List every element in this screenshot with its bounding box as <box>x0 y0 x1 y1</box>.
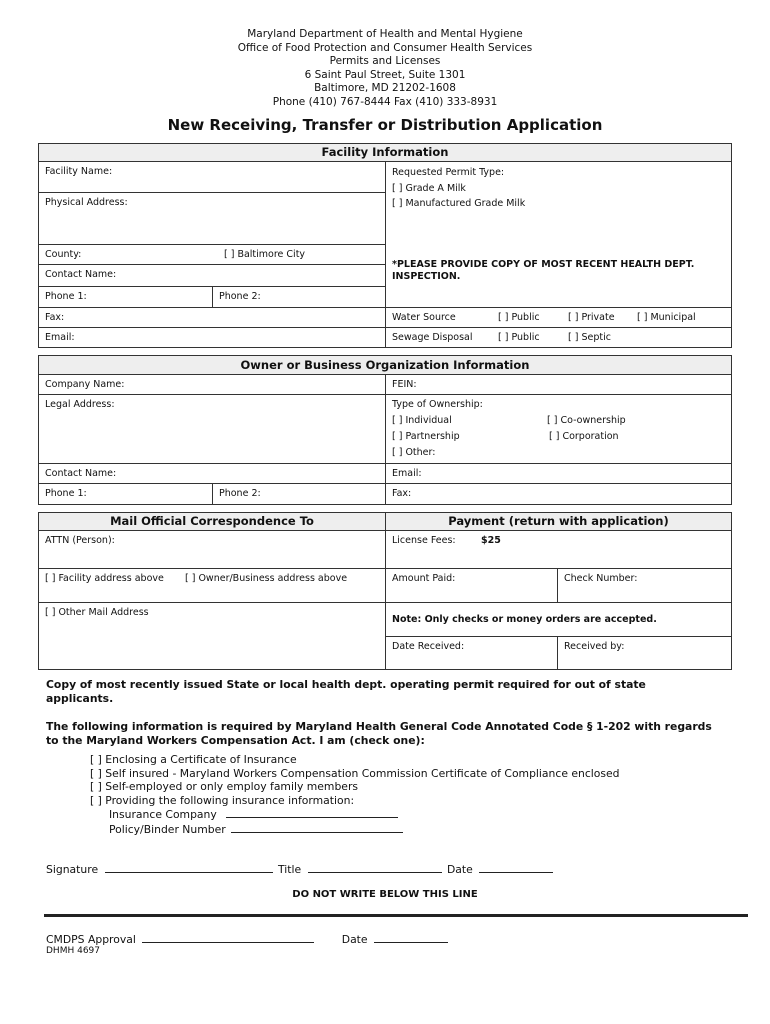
cmdps-approval-input[interactable] <box>142 932 314 943</box>
ownership-type-field: Type of Ownership: [ ] Individual [ ] Partnership [ ] Other: [ ] Co-ownership [ ] Corporation <box>386 395 731 464</box>
policy-number-line: Policy/Binder Number <box>90 822 620 837</box>
facility-phone2-field[interactable]: Phone 2: <box>213 287 386 308</box>
approval-date-input[interactable] <box>374 932 448 943</box>
division-name: Permits and Licenses <box>329 55 441 67</box>
inspection-notice: *PLEASE PROVIDE COPY OF MOST RECENT HEALTH DEPT. INSPECTION. <box>392 259 695 282</box>
owner-contact-name-field[interactable]: Contact Name: <box>39 464 386 484</box>
facility-fax-field[interactable]: Fax: <box>39 308 386 328</box>
providing-info-checkbox[interactable]: [ ] Providing the following insurance information: <box>90 793 355 807</box>
permit-requirement-note: Copy of most recently issued State or local health dept. operating permit required for out of state applicants. <box>46 678 646 705</box>
owner-section <box>38 355 732 505</box>
facility-contact-name-field[interactable]: Contact Name: <box>39 265 386 287</box>
attn-field[interactable]: ATTN (Person): <box>39 531 386 569</box>
sewage-disposal-row: Sewage Disposal [ ] Public [ ] Septic <box>392 332 611 343</box>
insurance-options <box>90 753 620 836</box>
facility-heading: Facility Information <box>39 144 731 162</box>
license-fees-row: License Fees: $25 <box>386 531 731 569</box>
approval-line: CMDPS Approval Date <box>46 932 448 946</box>
mail-heading: Mail Official Correspondence To <box>39 513 386 531</box>
certificate-checkbox[interactable]: [ ] Enclosing a Certificate of Insurance <box>90 753 297 766</box>
agency-name: Maryland Department of Health and Mental Hygiene <box>247 28 523 40</box>
individual-checkbox[interactable]: [ ] Individual <box>392 415 452 426</box>
payment-note: Note: Only checks or money orders are accepted. <box>386 603 731 637</box>
owner-email-field[interactable]: Email: <box>386 464 731 484</box>
facility-section <box>38 143 732 348</box>
facility-phone1-field[interactable]: Phone 1: <box>39 287 213 308</box>
form-number: DHMH 4697 <box>46 946 100 956</box>
county-field[interactable]: County: [ ] Baltimore City <box>39 245 386 265</box>
fein-field[interactable]: FEIN: <box>386 375 731 395</box>
facility-email-field[interactable]: Email: <box>39 328 386 347</box>
sewage-public-checkbox[interactable]: [ ] Public <box>498 332 540 343</box>
check-number-field[interactable]: Check Number: <box>558 569 731 603</box>
fee-amount: $25 <box>481 535 501 546</box>
corporation-checkbox[interactable]: [ ] Corporation <box>549 431 619 442</box>
amount-paid-field[interactable]: Amount Paid: <box>386 569 558 603</box>
mail-address-choice <box>39 569 386 603</box>
water-public-checkbox[interactable]: [ ] Public <box>498 312 540 323</box>
form-title: New Receiving, Transfer or Distribution Application <box>167 116 603 134</box>
workers-comp-note: The following information is required by Maryland Health General Code Annotated Code § 1-202 with regards to the Maryland Workers Compensation Act. I am (check one): <box>46 720 712 747</box>
phone-fax: Phone (410) 767-8444 Fax (410) 333-8931 <box>272 95 498 108</box>
owner-address-checkbox[interactable]: [ ] Owner/Business address above <box>185 573 348 584</box>
baltimore-city-checkbox[interactable]: [ ] Baltimore City <box>224 249 306 260</box>
other-ownership-checkbox[interactable]: [ ] Other: <box>392 447 436 458</box>
company-name-field[interactable]: Company Name: <box>39 375 386 395</box>
payment-heading: Payment (return with application) <box>386 513 731 531</box>
water-municipal-checkbox[interactable]: [ ] Municipal <box>637 312 696 323</box>
mail-payment-section <box>38 512 732 670</box>
facility-address-checkbox[interactable]: [ ] Facility address above <box>45 573 164 584</box>
city-address: Baltimore, MD 21202-1608 <box>314 82 456 94</box>
date-input[interactable] <box>479 862 553 873</box>
divider <box>44 914 748 917</box>
self-employed-checkbox[interactable]: [ ] Self-employed or only employ family members <box>90 780 359 793</box>
grade-a-milk-checkbox[interactable]: [ ] Grade A Milk <box>392 182 466 194</box>
street-address: 6 Saint Paul Street, Suite 1301 <box>304 68 466 81</box>
owner-phone2-field[interactable]: Phone 2: <box>213 484 386 504</box>
water-private-checkbox[interactable]: [ ] Private <box>568 312 615 323</box>
sewage-septic-checkbox[interactable]: [ ] Septic <box>568 332 611 343</box>
legal-address-field[interactable]: Legal Address: <box>39 395 386 464</box>
office-name: Office of Food Protection and Consumer Health Services <box>237 41 533 54</box>
coownership-checkbox[interactable]: [ ] Co-ownership <box>547 415 626 426</box>
self-insured-checkbox[interactable]: [ ] Self insured - Maryland Workers Compensation Commission Certificate of Compliance enclosed <box>90 766 620 780</box>
facility-name-field[interactable]: Facility Name: <box>39 162 386 193</box>
owner-heading: Owner or Business Organization Information <box>39 356 731 375</box>
received-by-field[interactable]: Received by: <box>564 641 625 652</box>
physical-address-field[interactable]: Physical Address: <box>39 193 386 245</box>
signature-input[interactable] <box>105 862 273 873</box>
policy-number-input[interactable] <box>231 822 403 833</box>
title-input[interactable] <box>308 862 442 873</box>
other-mail-address-field[interactable]: [ ] Other Mail Address <box>39 603 386 669</box>
date-received-field[interactable]: Date Received: <box>386 637 558 669</box>
water-source-row: Water Source [ ] Public [ ] Private [ ] Municipal <box>386 308 731 328</box>
partnership-checkbox[interactable]: [ ] Partnership <box>392 431 460 442</box>
permit-type-field: Requested Permit Type: [ ] Grade A Milk [ ] Manufactured Grade Milk *PLEASE PROVIDE COPY OF MOST RECENT HEALTH DEPT. INSPECTION. <box>386 162 731 308</box>
do-not-write-notice: DO NOT WRITE BELOW THIS LINE <box>292 889 478 900</box>
owner-fax-field[interactable]: Fax: <box>392 488 412 499</box>
insurance-company-line: Insurance Company <box>90 807 620 822</box>
owner-phone1-field[interactable]: Phone 1: <box>39 484 213 504</box>
insurance-company-input[interactable] <box>226 807 398 818</box>
signature-line: Signature Title Date <box>46 862 553 876</box>
manufactured-grade-milk-checkbox[interactable]: [ ] Manufactured Grade Milk <box>392 198 526 209</box>
